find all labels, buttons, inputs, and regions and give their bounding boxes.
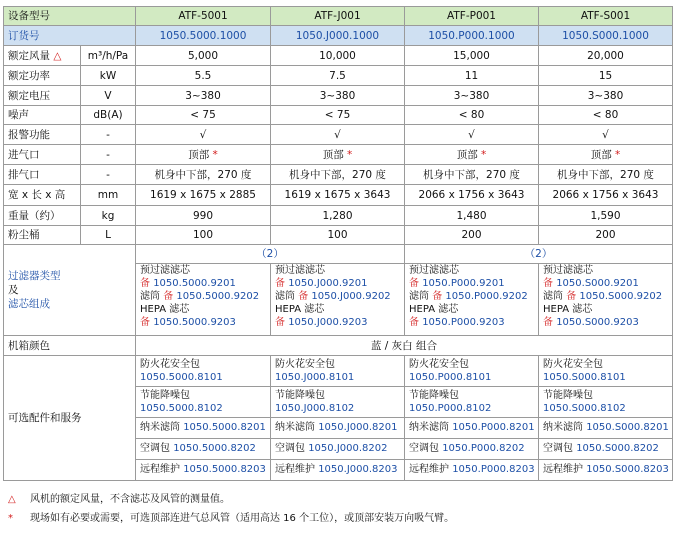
spec-unit: mm	[81, 185, 136, 206]
spec-row-inlet	[4, 145, 673, 165]
spec-unit: L	[81, 226, 136, 245]
option-noise-pack: 节能降噪包 1050.P000.8102	[405, 387, 539, 418]
spec-value: 5,000	[136, 46, 271, 66]
model-header-row	[4, 7, 673, 26]
spec-value: 15,000	[405, 46, 539, 66]
option-ac-pack: 空调包 1050.P000.8202	[405, 439, 539, 460]
spec-label: 进气口	[4, 145, 81, 165]
spec-value: 机身中下部，270 度	[539, 165, 673, 185]
spec-unit: -	[81, 165, 136, 185]
spec-label: 粉尘桶	[4, 226, 81, 245]
spec-value: 1,590	[539, 206, 673, 226]
spec-value: 200	[405, 226, 539, 245]
order-number: 1050.S000.1000	[539, 26, 673, 46]
option-ac-pack: 空调包 1050.S000.8202	[539, 439, 673, 460]
footnote-airflow: △ 风机的额定风量，不含滤芯及风管的测量值。	[8, 494, 230, 505]
spec-row-noise	[4, 106, 673, 125]
spec-value: 机身中下部，270 度	[136, 165, 271, 185]
spec-unit: -	[81, 145, 136, 165]
spec-label: 额定功率	[4, 66, 81, 86]
spec-row-voltage	[4, 86, 673, 106]
spec-label: 重量（约）	[4, 206, 81, 226]
spec-row-power	[4, 66, 673, 86]
option-remote-service: 远程维护 1050.P000.8203	[405, 460, 539, 481]
option-noise-pack: 节能降噪包 1050.S000.8102	[539, 387, 673, 418]
check-mark: √	[136, 125, 271, 145]
option-noise-pack: 节能降噪包 1050.J000.8102	[271, 387, 405, 418]
option-fire-pack: 防火花安全包 1050.S000.8101	[539, 356, 673, 387]
spec-value: < 80	[539, 106, 673, 125]
spec-row-dimensions	[4, 185, 673, 206]
spec-value: 顶部 *	[539, 145, 673, 165]
option-ac-pack: 空调包 1050.J000.8202	[271, 439, 405, 460]
option-remote-service: 远程维护 1050.S000.8203	[539, 460, 673, 481]
color-label: 机箱颜色	[4, 336, 136, 356]
option-nano-cartridge: 纳米滤筒 1050.5000.8201	[136, 418, 271, 439]
filter-qty-row	[4, 245, 673, 264]
asterisk-mark: *	[212, 148, 218, 161]
spec-unit: V	[81, 86, 136, 106]
filter-quantity: （2）	[136, 245, 405, 264]
spec-table	[3, 6, 673, 481]
spec-value: 顶部 *	[136, 145, 271, 165]
spec-value: < 75	[271, 106, 405, 125]
spec-row-airflow	[4, 46, 673, 66]
spec-value: 3~380	[539, 86, 673, 106]
order-number: 1050.5000.1000	[136, 26, 271, 46]
option-ac-pack: 空调包 1050.5000.8202	[136, 439, 271, 460]
spec-unit: dB(A)	[81, 106, 136, 125]
spec-row-dust-bin	[4, 226, 673, 245]
filter-config: 预过滤滤芯 备 1050.S000.9201 滤筒 备 1050.S000.9202 HEPA 滤芯 备 1050.S000.9203	[539, 264, 673, 336]
spec-value: 3~380	[405, 86, 539, 106]
check-mark: √	[405, 125, 539, 145]
spec-value: 5.5	[136, 66, 271, 86]
filter-config: 预过滤滤芯 备 1050.P000.9201 滤筒 备 1050.P000.9202 HEPA 滤芯 备 1050.P000.9203	[405, 264, 539, 336]
spec-label: 噪声	[4, 106, 81, 125]
spec-value: 1619 x 1675 x 3643	[271, 185, 405, 206]
option-fire-pack: 防火花安全包 1050.5000.8101	[136, 356, 271, 387]
triangle-mark-icon: △	[53, 49, 62, 62]
option-fire-pack: 防火花安全包 1050.P000.8101	[405, 356, 539, 387]
spec-value: 990	[136, 206, 271, 226]
spec-row-weight	[4, 206, 673, 226]
footnote-inlet: * 现场如有必要或需要，可选顶部连进气总风管（适用高达 16 个工位），或顶部安装万向吸气臂。	[8, 513, 455, 524]
spec-label: 排气口	[4, 165, 81, 185]
spec-value: < 80	[405, 106, 539, 125]
spec-row-outlet	[4, 165, 673, 185]
spec-unit: -	[81, 125, 136, 145]
spec-value: < 75	[136, 106, 271, 125]
spec-value: 100	[136, 226, 271, 245]
spec-value: 10,000	[271, 46, 405, 66]
spec-value: 1619 x 1675 x 2885	[136, 185, 271, 206]
order-number-row	[4, 26, 673, 46]
model-name: ATF-S001	[539, 7, 673, 26]
option-fire-pack: 防火花安全包 1050.J000.8101	[271, 356, 405, 387]
color-value: 蓝 / 灰白 组合	[136, 336, 673, 356]
spec-value: 15	[539, 66, 673, 86]
header-label: 设备型号	[4, 7, 136, 26]
spec-label: 宽 x 长 x 高	[4, 185, 81, 206]
options-label: 可选配件和服务	[4, 356, 136, 481]
spec-value: 机身中下部，270 度	[405, 165, 539, 185]
spec-value: 100	[271, 226, 405, 245]
spec-value: 机身中下部，270 度	[271, 165, 405, 185]
spec-value: 顶部 *	[271, 145, 405, 165]
asterisk-mark: *	[347, 148, 353, 161]
option-remote-service: 远程维护 1050.5000.8203	[136, 460, 271, 481]
spec-value: 200	[539, 226, 673, 245]
model-name: ATF-J001	[271, 7, 405, 26]
spec-row-alarm	[4, 125, 673, 145]
model-name: ATF-P001	[405, 7, 539, 26]
spec-value: 1,480	[405, 206, 539, 226]
option-nano-cartridge: 纳米滤筒 1050.P000.8201	[405, 418, 539, 439]
order-label: 订货号	[4, 26, 136, 46]
option-remote-service: 远程维护 1050.J000.8203	[271, 460, 405, 481]
option-nano-cartridge: 纳米滤筒 1050.S000.8201	[539, 418, 673, 439]
spec-unit: kg	[81, 206, 136, 226]
filter-config: 预过滤滤芯 备 1050.J000.9201 滤筒 备 1050.J000.9202 HEPA 滤芯 备 1050.J000.9203	[271, 264, 405, 336]
triangle-mark-icon: △	[8, 494, 16, 505]
model-name: ATF-5001	[136, 7, 271, 26]
options-row-fire	[4, 356, 673, 387]
order-number: 1050.P000.1000	[405, 26, 539, 46]
spec-value: 11	[405, 66, 539, 86]
spec-value: 2066 x 1756 x 3643	[405, 185, 539, 206]
spec-value: 20,000	[539, 46, 673, 66]
check-mark: √	[539, 125, 673, 145]
asterisk-mark: *	[481, 148, 487, 161]
color-row	[4, 336, 673, 356]
spec-value: 7.5	[271, 66, 405, 86]
spec-label: 额定风量 △	[4, 46, 81, 66]
filter-section-label: 过滤器类型 及 滤芯组成	[4, 245, 136, 336]
option-nano-cartridge: 纳米滤筒 1050.J000.8201	[271, 418, 405, 439]
spec-unit: kW	[81, 66, 136, 86]
spec-value: 1,280	[271, 206, 405, 226]
filter-config: 预过滤滤芯 备 1050.5000.9201 滤筒 备 1050.5000.9202 HEPA 滤芯 备 1050.5000.9203	[136, 264, 271, 336]
option-noise-pack: 节能降噪包 1050.5000.8102	[136, 387, 271, 418]
spec-value: 顶部 *	[405, 145, 539, 165]
check-mark: √	[271, 125, 405, 145]
asterisk-mark: *	[8, 513, 13, 524]
spec-value: 3~380	[136, 86, 271, 106]
spec-value: 3~380	[271, 86, 405, 106]
order-number: 1050.J000.1000	[271, 26, 405, 46]
spec-value: 2066 x 1756 x 3643	[539, 185, 673, 206]
spec-unit: m³/h/Pa	[81, 46, 136, 66]
asterisk-mark: *	[615, 148, 621, 161]
spec-label: 额定电压	[4, 86, 81, 106]
filter-quantity: （2）	[405, 245, 673, 264]
spec-label: 报警功能	[4, 125, 81, 145]
